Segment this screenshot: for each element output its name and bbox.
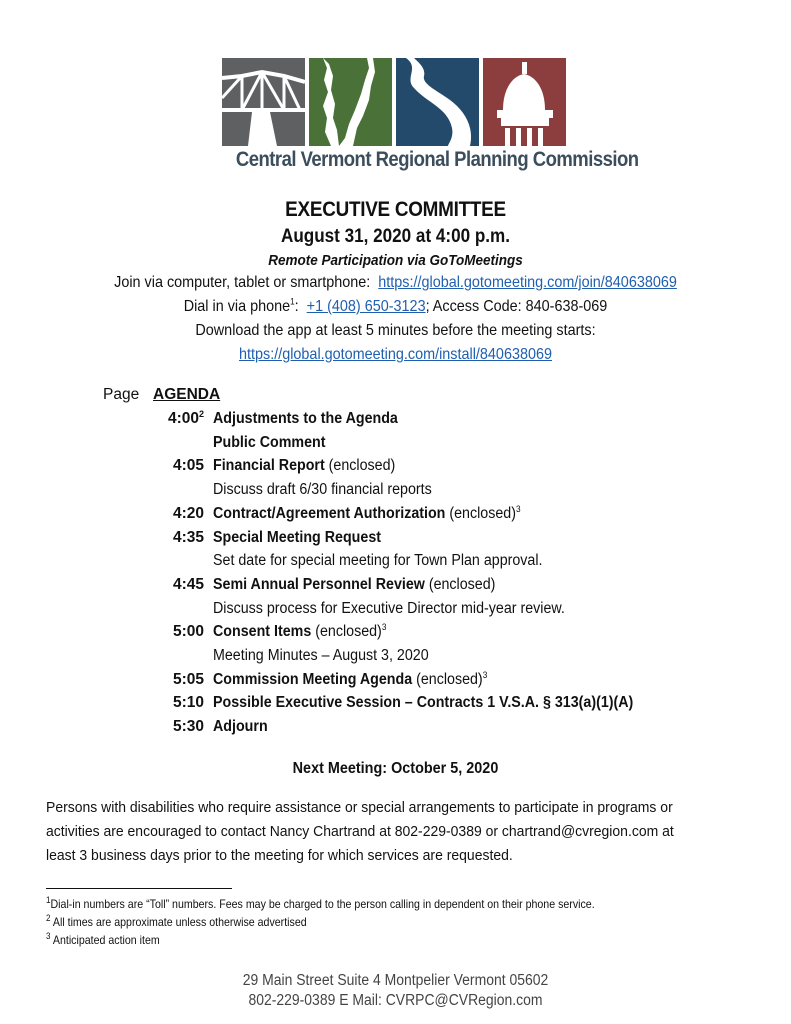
meeting-subtitle: Remote Participation via GoToMeetings	[268, 252, 523, 269]
install-line	[40, 346, 752, 364]
agenda-item-detail: (enclosed)	[445, 504, 516, 522]
agenda-item-title: Financial Report	[213, 457, 325, 475]
footnote-3	[46, 933, 160, 947]
agenda-item-text	[213, 505, 521, 523]
footnote-text: Dial-in numbers are “Toll” numbers. Fees may be charged to the person calling in dependent on their phone service.	[50, 897, 595, 911]
agenda-time-text: 4:35	[172, 528, 204, 546]
agenda-item-text	[213, 457, 395, 475]
footnote-ref: 2	[198, 408, 204, 419]
agenda-time	[158, 529, 204, 547]
agenda-item-text	[213, 671, 487, 689]
next-meeting: Next Meeting: October 5, 2020	[292, 760, 499, 777]
agenda-time	[158, 623, 204, 641]
agenda-time	[158, 694, 204, 712]
footnote-ref: 1	[290, 296, 295, 307]
footer-address: 29 Main Street Suite 4 Montpelier Vermont 05602	[242, 972, 549, 989]
footer-contact: 802-229-0389 E Mail: CVRPC@CVRegion.com	[248, 992, 543, 1009]
agenda-time	[158, 505, 204, 523]
agenda-item	[0, 552, 791, 574]
agenda-item	[0, 600, 791, 622]
agenda-time-text: 4:05	[172, 457, 204, 475]
river-icon	[396, 58, 479, 146]
agenda-item-title: Special Meeting Request	[213, 528, 382, 546]
agenda-item	[0, 671, 791, 693]
agenda-item-text	[213, 481, 432, 499]
agenda-item-title: Adjustments to the Agenda	[213, 410, 398, 427]
download-text: Download the app at least 5 minutes before the meeting starts:	[195, 322, 596, 339]
document-title: EXECUTIVE COMMITTEE	[285, 198, 506, 221]
agenda-item	[0, 434, 791, 456]
agenda-item	[0, 576, 791, 598]
agenda-time-text: 4:00	[167, 410, 199, 427]
agenda-item	[0, 410, 791, 432]
agenda-item-text	[213, 647, 429, 665]
agenda-item-detail: (enclosed)	[311, 623, 382, 641]
agenda-time	[158, 410, 204, 428]
agenda-heading: AGENDA	[153, 386, 221, 403]
footnote-1	[46, 897, 595, 911]
join-label: Join via computer, tablet or smartphone:	[114, 274, 371, 291]
agenda-item	[0, 481, 791, 503]
footnote-text: All times are approximate unless otherwise advertised	[50, 915, 307, 929]
agenda-time-text: 5:05	[172, 670, 204, 688]
page-column-label: Page	[103, 386, 140, 403]
agenda-item	[0, 505, 791, 527]
agenda-time-text: 5:30	[172, 718, 204, 736]
agenda-item	[0, 457, 791, 479]
agenda-item	[0, 647, 791, 669]
agenda-item-detail: Discuss draft 6/30 financial reports	[213, 481, 432, 499]
vermont-map-icon	[309, 58, 392, 146]
agenda-item-title: Contract/Agreement Authorization	[213, 504, 446, 522]
agenda-item-title: Commission Meeting Agenda	[213, 670, 413, 688]
agenda-item-text	[213, 434, 326, 452]
agenda-item-title: Semi Annual Personnel Review	[213, 575, 425, 593]
agenda-time-text: 5:00	[172, 623, 204, 641]
agenda-item-text	[213, 623, 386, 641]
footnote-ref: 3	[482, 669, 488, 680]
meeting-date: August 31, 2020 at 4:00 p.m.	[280, 226, 511, 247]
agenda-item-text	[213, 552, 543, 570]
footnote-text: Anticipated action item	[50, 933, 160, 947]
dial-label: Dial in via phone	[183, 298, 291, 315]
footnote-2	[46, 915, 307, 929]
notice-line: Persons with disabilities who require assistance or special arrangements to participate in programs or	[46, 799, 673, 816]
footnote-mark: 3	[46, 931, 51, 942]
agenda-time-text: 5:10	[172, 694, 204, 712]
agenda-item-title: Consent Items	[213, 623, 312, 641]
notice-line: least 3 business days prior to the meeting for which services are requested.	[46, 847, 513, 864]
footnote-mark: 2	[46, 913, 51, 924]
install-link[interactable]: https://global.gotomeeting.com/install/840638069	[238, 346, 553, 363]
capitol-dome-icon	[483, 58, 566, 146]
agenda-time	[158, 576, 204, 594]
agenda-time-text: 4:20	[172, 504, 204, 522]
agenda-item	[0, 718, 791, 740]
agenda-item	[0, 623, 791, 645]
cvrpc-logo	[222, 58, 568, 146]
join-line	[40, 274, 752, 292]
agenda-item-title: Possible Executive Session – Contracts 1 V.S.A. § 313(a)(1)(A)	[213, 694, 634, 712]
dial-phone-link[interactable]: +1 (408) 650-3123	[306, 298, 426, 315]
agenda-time-text: 4:45	[172, 575, 204, 593]
agenda-item-detail: (enclosed)	[424, 575, 496, 593]
org-name: Central Vermont Regional Planning Commission	[235, 147, 639, 171]
footnote-divider	[46, 888, 232, 889]
agenda-item-title: Adjourn	[213, 718, 268, 736]
agenda-time	[158, 671, 204, 689]
agenda-item-detail: (enclosed)	[324, 457, 396, 475]
agenda-item-title: Public Comment	[213, 433, 326, 451]
agenda-item-detail: Discuss process for Executive Director mid-year review.	[213, 599, 565, 617]
footnote-mark: 1	[46, 895, 51, 906]
notice-line: activities are encouraged to contact Nancy Chartrand at 802-229-0389 or chartrand@cvregion.com at	[46, 823, 674, 840]
access-code: ; Access Code: 840-638-069	[425, 298, 608, 315]
agenda-item-text	[213, 718, 268, 736]
agenda-item-text	[213, 576, 495, 594]
agenda-item-text	[213, 600, 565, 618]
bridge-icon	[222, 58, 305, 146]
agenda-item-text	[213, 410, 398, 428]
join-link[interactable]: https://global.gotomeeting.com/join/840638069	[378, 274, 677, 291]
agenda-time	[158, 718, 204, 736]
agenda-header	[0, 386, 791, 408]
footnote-ref: 3	[515, 503, 521, 514]
footnote-ref: 3	[381, 622, 387, 633]
agenda-item	[0, 694, 791, 716]
accessibility-notice	[46, 796, 708, 868]
agenda-item-detail: Meeting Minutes – August 3, 2020	[213, 647, 429, 664]
agenda-item-text	[213, 529, 381, 547]
agenda-item-detail: Set date for special meeting for Town Plan approval.	[213, 552, 543, 570]
agenda-item-text	[213, 694, 633, 712]
agenda-item	[0, 529, 791, 551]
agenda-item-detail: (enclosed)	[412, 670, 483, 688]
dial-line: Dial in via phone$^1$: +1 (408) 650-3123; Access Code: 840-638-069	[183, 296, 608, 315]
agenda-time	[158, 457, 204, 475]
